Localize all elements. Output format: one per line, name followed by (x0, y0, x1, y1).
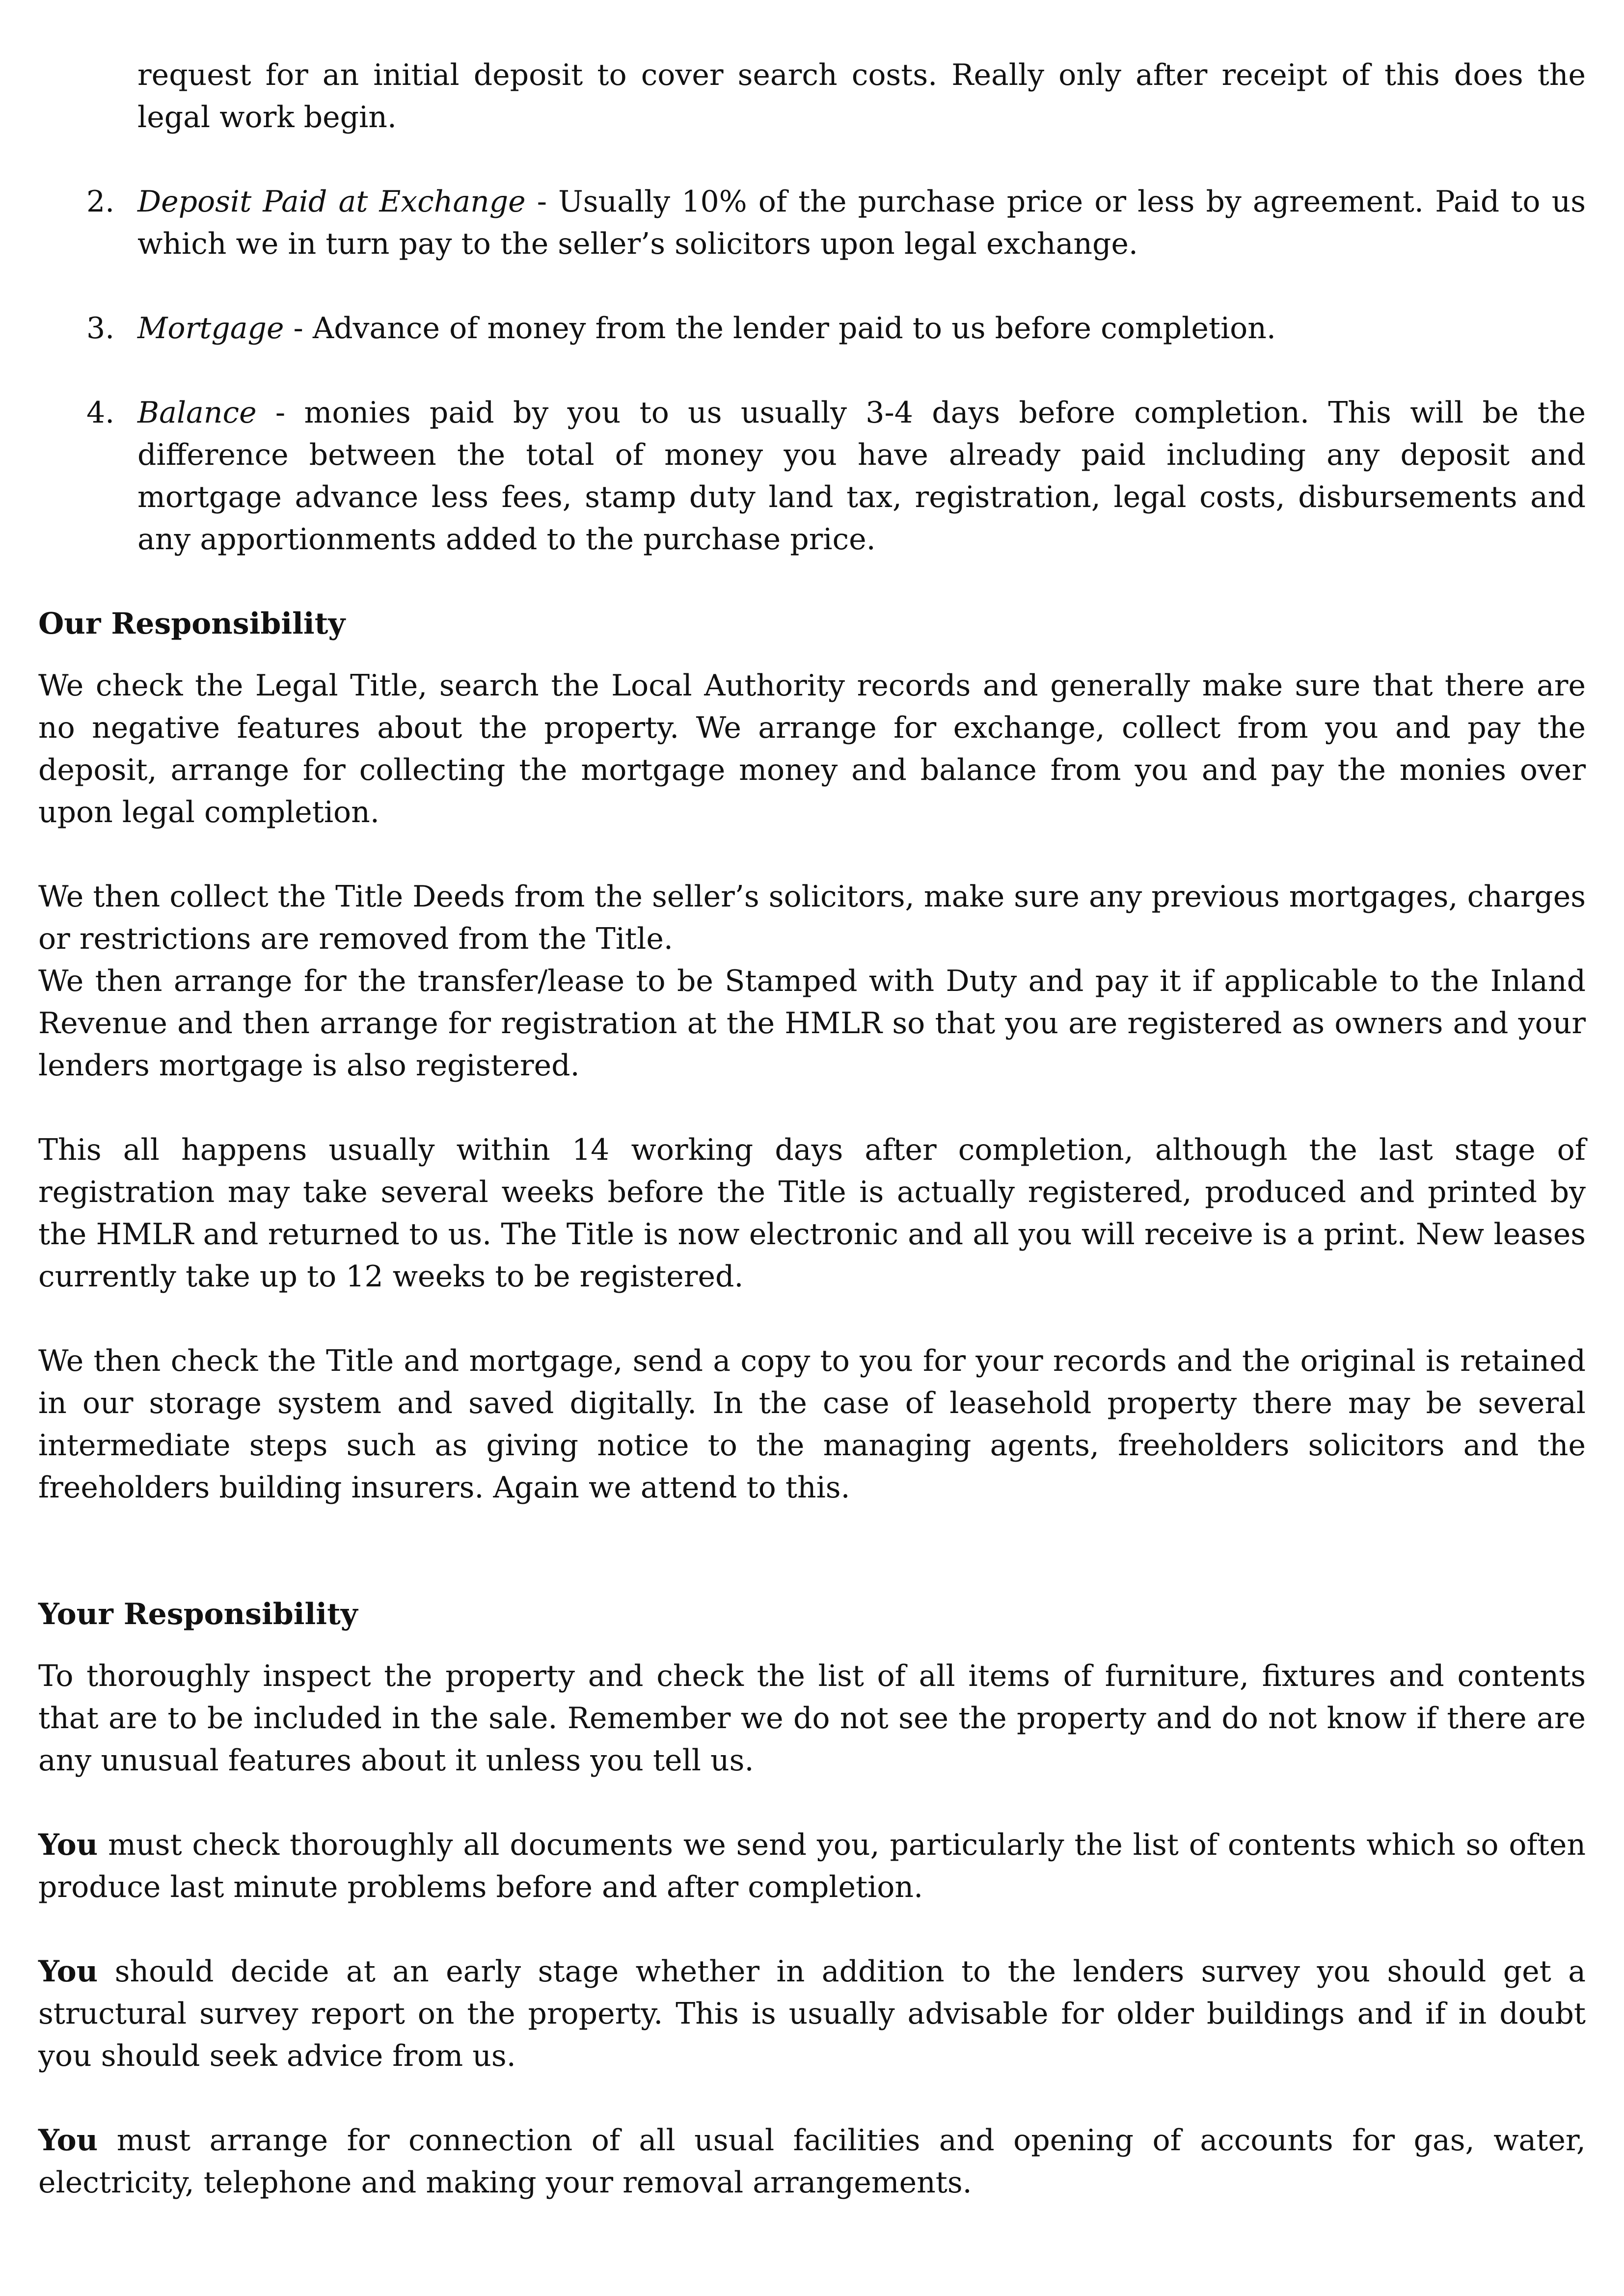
our-responsibility-heading: Our Responsibility (38, 607, 346, 641)
your-responsibility-paragraph-3 (38, 1950, 1586, 2077)
your-responsibility-paragraph-2 (38, 1824, 1586, 1908)
list-item-text: - monies paid by you to us usually 3-4 days before completion. This will be the difference between the total of money you have already paid including any deposit and mortgage advance less fees, stamp duty land tax, registration, legal costs, disbursements and any apportionments added to the purchase price. (137, 396, 1586, 557)
your-responsibility-paragraph-4 (38, 2119, 1586, 2204)
list-item-term: Mortgage (137, 311, 284, 346)
paragraph-lead-word: You (38, 1828, 98, 1862)
list-item-term: Balance (137, 396, 257, 430)
list-item-balance (38, 392, 1586, 561)
list-item-number: 3. (86, 311, 115, 346)
our-responsibility-paragraph-2: We then collect the Title Deeds from the seller’s solicitors, make sure any previous mortgages, charges or restrictions are removed from the Title. (38, 880, 1586, 956)
our-responsibility-paragraph-3: We then arrange for the transfer/lease to be Stamped with Duty and pay it if applicable to the Inland Revenue and then arrange for registration at the HMLR so that you are registered as owners and your lenders mortgage is also registered. (38, 964, 1586, 1083)
paragraph-text: must arrange for connection of all usual facilities and opening of accounts for gas, water, electricity, telephone and making your removal arrangements. (38, 2123, 1586, 2200)
paragraph-lead-word: You (38, 2123, 98, 2158)
our-responsibility-paragraph-5: We then check the Title and mortgage, send a copy to you for your records and the original is retained in our storage system and saved digitally. In the case of leasehold property there may be several intermediate steps such as giving notice to the managing agents, freeholders solicitors and the freeholders building insurers. Again we attend to this. (38, 1344, 1586, 1505)
your-responsibility-heading: Your Responsibility (38, 1597, 358, 1631)
our-responsibility-paragraph-4: This all happens usually within 14 working days after completion, although the last stage of registration may take several weeks before the Title is actually registered, produced and printed by the HMLR and returned to us. The Title is now electronic and all you will receive is a print. New leases currently take up to 12 weeks to be registered. (38, 1133, 1586, 1294)
our-responsibility-paragraph-1: We check the Legal Title, search the Local Authority records and generally make sure that there are no negative features about the property. We arrange for exchange, collect from you and pay the deposit, arrange for collecting the mortgage money and balance from you and pay the monies over upon legal completion. (38, 668, 1586, 829)
list-item-deposit-at-exchange (38, 181, 1586, 265)
your-responsibility-paragraph-1: To thoroughly inspect the property and check the list of all items of furniture, fixtures and contents that are to be included in the sale. Remember we do not see the property and do not know if there are any unusual features about it unless you tell us. (38, 1659, 1586, 1778)
list-item-mortgage (38, 307, 1586, 349)
document-page (38, 54, 1586, 2204)
list-item-text: - Advance of money from the lender paid to us before completion. (284, 311, 1276, 346)
payment-list (38, 54, 1586, 561)
paragraph-text: must check thoroughly all documents we send you, particularly the list of contents which so often produce last minute problems before and after completion. (38, 1828, 1586, 1904)
list-item-number: 2. (86, 185, 115, 219)
list-item-text: - Usually 10% of the purchase price or less by agreement. Paid to us which we in turn pay to the seller’s solicitors upon legal exchange. (137, 185, 1586, 261)
list-item-continuation-text: request for an initial deposit to cover search costs. Really only after receipt of this does the legal work begin. (137, 58, 1586, 134)
list-item-continuation (38, 54, 1586, 138)
list-item-number: 4. (86, 396, 115, 430)
paragraph-text: should decide at an early stage whether in addition to the lenders survey you should get a structural survey report on the property. This is usually advisable for older buildings and if in doubt you should seek advice from us. (38, 1954, 1586, 2073)
paragraph-lead-word: You (38, 1954, 98, 1989)
list-item-term: Deposit Paid at Exchange (137, 185, 526, 219)
